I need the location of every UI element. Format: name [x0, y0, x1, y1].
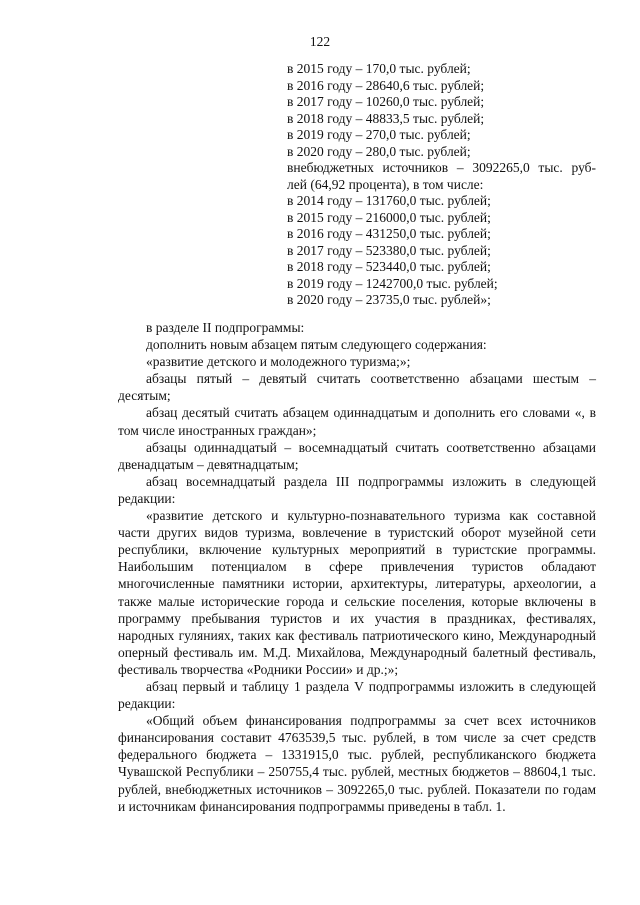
paragraph: абзац восемнадцатый раздела III подпрограммы изложить в следующей редакции:	[118, 473, 596, 506]
list-line: в 2016 году – 431250,0 тыс. рублей;	[287, 226, 491, 241]
list-line: в 2015 году – 170,0 тыс. рублей;	[287, 61, 471, 76]
page-number: 122	[309, 34, 331, 49]
paragraph: дополнить новым абзацем пятым следующего содержания:	[146, 337, 487, 353]
list-line: в 2019 году – 270,0 тыс. рублей;	[287, 127, 471, 142]
list-line: в 2015 году – 216000,0 тыс. рублей;	[287, 209, 491, 225]
paragraph: абзацы одиннадцатый – восемнадцатый считать соответственно абзацами двенадцатым – девятнадцатым;	[118, 439, 596, 472]
list-line: в 2016 году – 28640,6 тыс. рублей;	[287, 77, 485, 93]
funding-list	[287, 61, 596, 309]
list-line: лей (64,92 процента), в том числе:	[287, 176, 484, 192]
paragraph: «развитие детского и культурно-познавательного туризма как составной части других видов туризма, вовлечение в туристский оборот музейной сети республики, включение культурных мероприятий в туристские программы. Наибольшим потенциалом в сфере привлечения туристов обладают многочисленные памятники истории, архитектуры, литературы, археологии, а также малые исторические города и сельские поселения, которые включены в программу пребывания туристов и их участия в праздниках, фестивалях, народных гуляниях, таких как фестиваль патриотического кино, Международный оперный фестиваль им. М.Д. Михайлова, Международный балетный фестиваль, фестиваль творчества «Родники России» и др.;»;	[118, 508, 596, 677]
paragraph: абзацы пятый – девятый считать соответственно абзацами шестым – десятым;	[118, 371, 596, 404]
list-line: в 2020 году – 280,0 тыс. рублей;	[287, 143, 471, 159]
list-line: в 2018 году – 523440,0 тыс. рублей;	[287, 259, 491, 274]
main-text	[118, 319, 596, 815]
paragraph: «развитие детского и молодежного туризма;»;	[146, 354, 411, 370]
list-line: в 2017 году – 523380,0 тыс. рублей;	[287, 242, 491, 258]
list-line: в 2014 году – 131760,0 тыс. рублей;	[287, 193, 491, 208]
list-line: в 2020 году – 23735,0 тыс. рублей»;	[287, 292, 491, 307]
paragraph: абзац десятый считать абзацем одиннадцатым и дополнить его словами «, в том числе иностранных граждан»;	[118, 405, 596, 438]
list-line: в 2018 году – 48833,5 тыс. рублей;	[287, 110, 485, 126]
paragraph: абзац первый и таблицу 1 раздела V подпрограммы изложить в следующей редакции:	[118, 678, 596, 712]
paragraph: «Общий объем финансирования подпрограммы за счет всех источников финансирования составит 4763539,5 тыс. рублей, в том числе за счет средств федерального бюджета – 1331915,0 тыс. рублей, республиканского бюджета Чувашской Республики – 250755,4 тыс. рублей, местных бюджетов – 88604,1 тыс. рублей, внебюджетных источников – 3092265,0 тыс. рублей. Показатели по годам и источникам финансирования подпрограммы приведены в табл. 1.	[118, 713, 596, 814]
list-line: в 2019 году – 1242700,0 тыс. рублей;	[287, 275, 498, 291]
paragraph: в разделе II подпрограммы:	[146, 320, 305, 335]
list-line: в 2017 году – 10260,0 тыс. рублей;	[287, 94, 485, 109]
list-line: внебюджетных источников – 3092265,0 тыс. руб-	[287, 160, 596, 175]
